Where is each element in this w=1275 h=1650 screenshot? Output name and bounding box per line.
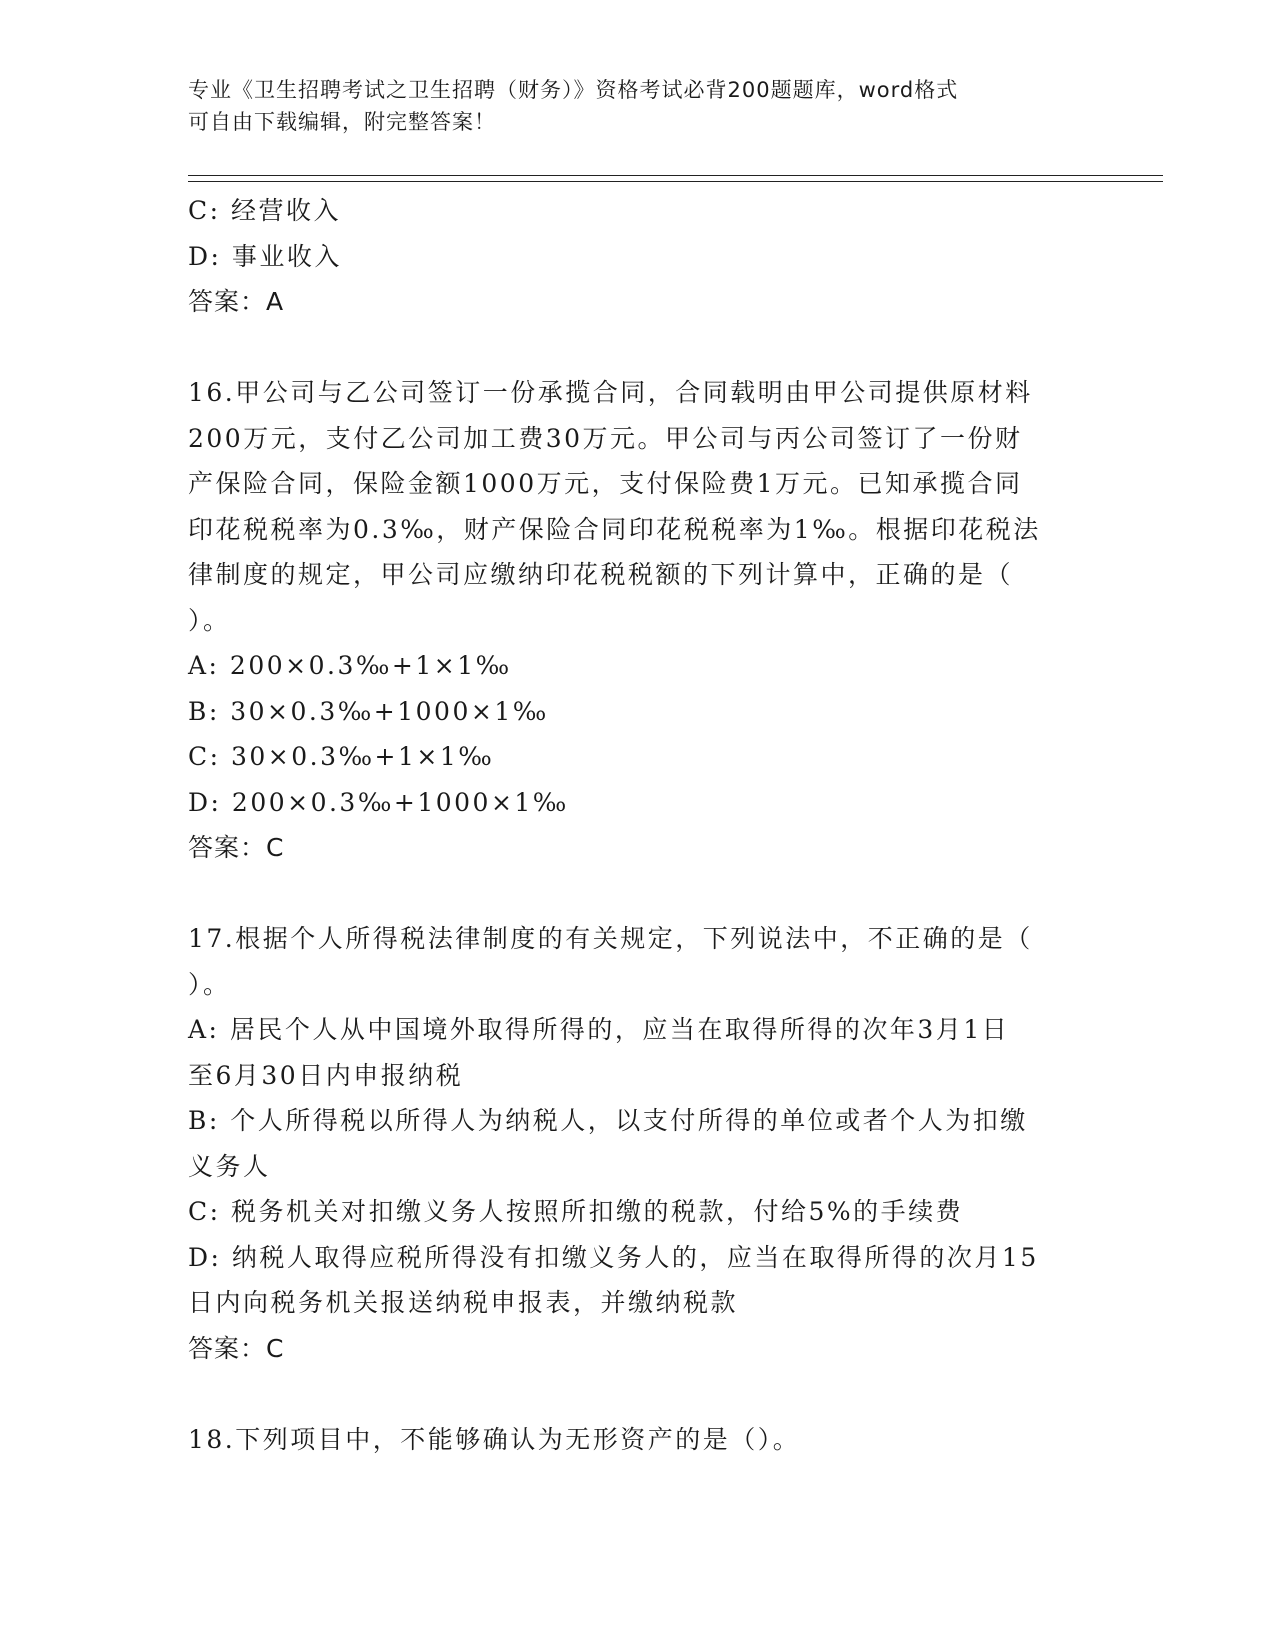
answer-line: 答案：C [188, 1333, 285, 1363]
question-stem-line: ）。 [188, 969, 231, 999]
question-stem-line: 16.甲公司与乙公司签订一份承揽合同，合同载明由甲公司提供原材料 [188, 378, 1033, 407]
answer-line: 答案：C [188, 833, 285, 862]
answer-line: 答案：A [188, 287, 285, 316]
option-b: B: 30×0.3‰+1000×1‰ [188, 696, 549, 726]
question-18 [188, 1417, 1088, 1463]
header-double-rule [188, 175, 1163, 182]
question-15-tail [188, 188, 1088, 325]
question-17 [188, 916, 1088, 1371]
question-stem-line: 印花税税率为0.3‰，财产保险合同印花税税率为1‰。根据印花税法 [188, 514, 1041, 544]
option-c: C: 税务机关对扣缴义务人按照所扣缴的税款，付给5%的手续费 [188, 1197, 964, 1226]
option-d-continued: 日内向税务机关报送纳税申报表，并缴纳税款 [188, 1288, 739, 1317]
option-c: C: 30×0.3‰+1×1‰ [188, 742, 495, 771]
document-body [188, 188, 1088, 1462]
question-stem-line: 产保险合同，保险金额1000万元，支付保险费1万元。已知承揽合同 [188, 469, 1023, 498]
question-stem-line: 律制度的规定，甲公司应缴纳印花税税额的下列计算中，正确的是（ [188, 560, 1014, 589]
option-a: A: 居民个人从中国境外取得所得的，应当在取得所得的次年3月1日 [188, 1015, 1010, 1044]
option-b: B: 个人所得税以所得人为纳税人，以支付所得的单位或者个人为扣缴 [188, 1106, 1028, 1135]
header-line-1: 专业《卫生招聘考试之卫生招聘（财务）》资格考试必背200题题库，word格式 [188, 78, 959, 102]
question-stem-line: 200万元，支付乙公司加工费30万元。甲公司与丙公司签订了一份财 [188, 423, 1023, 453]
spacer [188, 1371, 1088, 1417]
spacer [188, 325, 1088, 371]
option-b-continued: 义务人 [188, 1151, 271, 1181]
option-d: D: 纳税人取得应税所得没有扣缴义务人的，应当在取得所得的次月15 [188, 1242, 1039, 1272]
document-header [188, 74, 1088, 138]
option-d: D: 事业收入 [188, 241, 342, 271]
option-d: D: 200×0.3‰+1000×1‰ [188, 787, 569, 817]
option-c: C: 经营收入 [188, 196, 341, 225]
option-a: A: 200×0.3‰+1×1‰ [188, 651, 512, 680]
question-stem-line: 17.根据个人所得税法律制度的有关规定，下列说法中，不正确的是（ [188, 924, 1033, 953]
question-16 [188, 370, 1088, 871]
question-stem-line: 18.下列项目中，不能够确认为无形资产的是（）。 [188, 1424, 801, 1454]
question-stem-line: ）。 [188, 605, 231, 635]
header-line-2: 可自由下载编辑，附完整答案！ [188, 110, 496, 134]
option-a-continued: 至6月30日内申报纳税 [188, 1060, 464, 1090]
spacer [188, 871, 1088, 917]
